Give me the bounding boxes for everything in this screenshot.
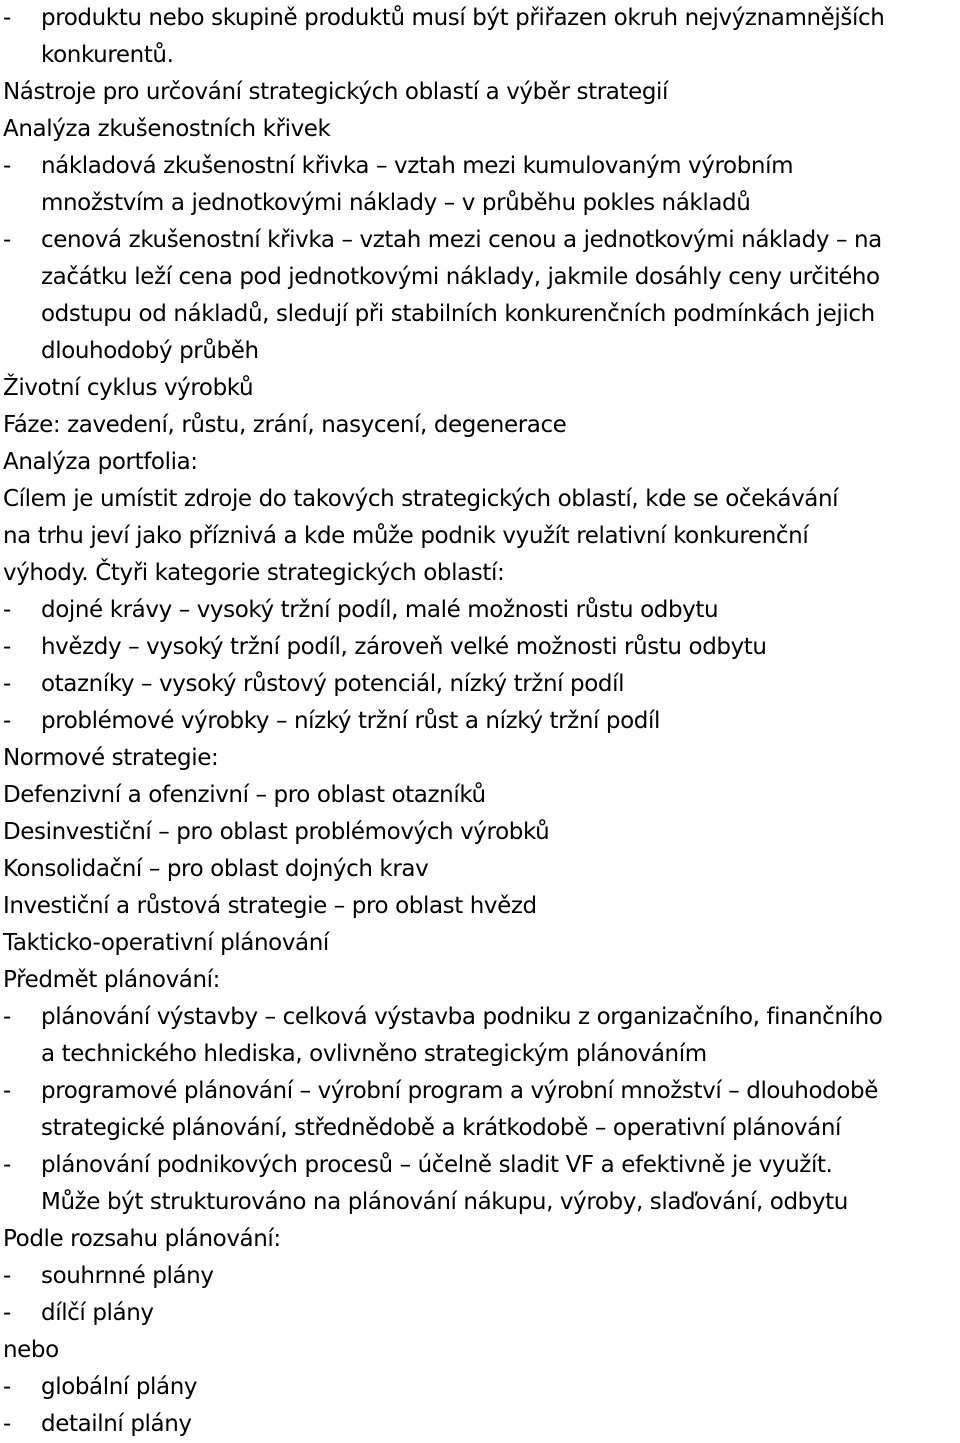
- text-line: Analýza portfolia:: [3, 449, 198, 475]
- bullet-dash: -: [3, 1078, 11, 1104]
- bullet-item: [3, 1406, 960, 1443]
- bullet-text: souhrnné plány: [41, 1263, 214, 1289]
- bullet-text: cenová zkušenostní křivka – vztah mezi cenou a jednotkovými náklady – na: [41, 227, 882, 253]
- text-line: na trhu jeví jako příznivá a kde může podnik využít relativní konkurenční: [3, 523, 809, 549]
- bullet-item: [3, 1295, 960, 1332]
- text-line: Analýza zkušenostních křivek: [3, 116, 331, 142]
- bullet-item: [3, 1258, 960, 1295]
- text-line: Cílem je umístit zdroje do takových strategických oblastí, kde se očekávání: [3, 486, 839, 512]
- bullet-item: [3, 222, 960, 259]
- bullet-item: [3, 148, 960, 185]
- bullet-dash: -: [3, 153, 11, 179]
- continuation-line: strategické plánování, střednědobě a krátkodobě – operativní plánování: [41, 1115, 841, 1141]
- bullet-item: [3, 1147, 960, 1184]
- bullet-dash: -: [3, 597, 11, 623]
- bullet-text: hvězdy – vysoký tržní podíl, zároveň velké možnosti růstu odbytu: [41, 634, 767, 660]
- text-line: Normové strategie:: [3, 745, 219, 771]
- bullet-item: [3, 666, 960, 703]
- bullet-dash: -: [3, 227, 11, 253]
- text-line: Předmět plánování:: [3, 967, 221, 993]
- bullet-dash: -: [3, 1263, 11, 1289]
- text-line: Podle rozsahu plánování:: [3, 1226, 281, 1252]
- bullet-text: nákladová zkušenostní křivka – vztah mezi kumulovaným výrobním: [41, 153, 794, 179]
- bullet-item: [3, 629, 960, 666]
- bullet-dash: -: [3, 1152, 11, 1178]
- continuation-line: množstvím a jednotkovými náklady – v průběhu pokles nákladů: [41, 190, 751, 216]
- bullet-text: plánování podnikových procesů – účelně sladit VF a efektivně je využít.: [41, 1152, 833, 1178]
- bullet-dash: -: [3, 1374, 11, 1400]
- text-line: Takticko-operativní plánování: [3, 930, 329, 956]
- bullet-text: problémové výrobky – nízký tržní růst a nízký tržní podíl: [41, 708, 660, 734]
- continuation-line: dlouhodobý průběh: [41, 338, 259, 364]
- bullet-dash: -: [3, 634, 11, 660]
- bullet-dash: -: [3, 1300, 11, 1326]
- text-line: Fáze: zavedení, růstu, zrání, nasycení, degenerace: [3, 412, 567, 438]
- bullet-dash: -: [3, 1004, 11, 1030]
- text-line: Investiční a růstová strategie – pro oblast hvězd: [3, 893, 537, 919]
- bullet-dash: -: [3, 1411, 11, 1437]
- bullet-item: [3, 0, 960, 37]
- continuation-line: odstupu od nákladů, sledují při stabilních konkurenčních podmínkách jejich: [41, 301, 875, 327]
- bullet-item: [3, 703, 960, 740]
- text-line: Desinvestiční – pro oblast problémových výrobků: [3, 819, 550, 845]
- bullet-text: detailní plány: [41, 1411, 192, 1437]
- text-line: Defenzivní a ofenzivní – pro oblast otazníků: [3, 782, 486, 808]
- bullet-text: plánování výstavby – celková výstavba podniku z organizačního, finančního: [41, 1004, 883, 1030]
- bullet-text: dílčí plány: [41, 1300, 154, 1326]
- text-line: Nástroje pro určování strategických oblastí a výběr strategií: [3, 79, 669, 105]
- continuation-line: konkurentů.: [41, 42, 174, 68]
- continuation-line: Může být strukturováno na plánování nákupu, výroby, slaďování, odbytu: [41, 1189, 848, 1215]
- bullet-text: otazníky – vysoký růstový potenciál, nízký tržní podíl: [41, 671, 625, 697]
- bullet-item: [3, 1073, 960, 1110]
- text-line: Životní cyklus výrobků: [3, 375, 254, 401]
- bullet-item: [3, 999, 960, 1036]
- continuation-line: začátku leží cena pod jednotkovými náklady, jakmile dosáhly ceny určitého: [41, 264, 880, 290]
- bullet-item: [3, 592, 960, 629]
- bullet-text: globální plány: [41, 1374, 198, 1400]
- bullet-text: dojné krávy – vysoký tržní podíl, malé možnosti růstu odbytu: [41, 597, 719, 623]
- continuation-line: a technického hlediska, ovlivněno strategickým plánováním: [41, 1041, 707, 1067]
- bullet-text: produktu nebo skupině produktů musí být přiřazen okruh nejvýznamnějších: [41, 5, 885, 31]
- bullet-text: programové plánování – výrobní program a výrobní množství – dlouhodobě: [41, 1078, 878, 1104]
- bullet-item: [3, 1369, 960, 1406]
- bullet-dash: -: [3, 708, 11, 734]
- bullet-dash: -: [3, 5, 11, 31]
- bullet-dash: -: [3, 671, 11, 697]
- text-line: nebo: [3, 1337, 59, 1363]
- text-line: výhody. Čtyři kategorie strategických oblastí:: [3, 560, 505, 586]
- text-line: Konsolidační – pro oblast dojných krav: [3, 856, 429, 882]
